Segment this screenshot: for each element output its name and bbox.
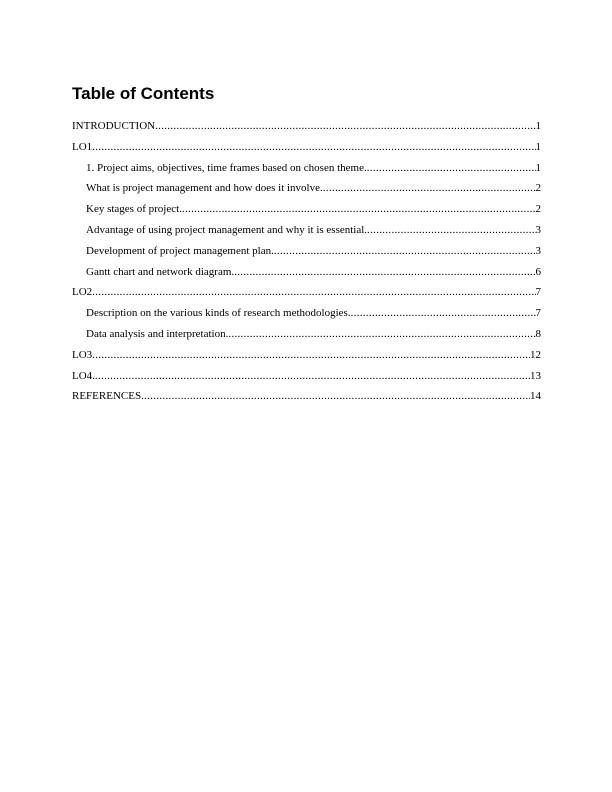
toc-entry-page: 13 (530, 369, 541, 382)
toc-leader-dots (234, 262, 535, 283)
toc-entry-development-plan[interactable] (72, 241, 541, 262)
toc-entry-page: 1 (535, 140, 541, 153)
toc-entry-lo4[interactable] (72, 366, 541, 387)
toc-entry-label: INTRODUCTION (72, 120, 156, 132)
toc-entry-page: 14 (530, 390, 541, 403)
toc-leader-dots (182, 199, 536, 220)
toc-leader-dots (92, 137, 535, 158)
toc-entry-label: What is project management and how does it involve. (86, 182, 323, 195)
toc-title: Table of Contents (72, 84, 215, 103)
toc-entry-page: 7 (535, 307, 541, 320)
toc-entry-project-aims[interactable] (72, 158, 541, 179)
toc-entry-research-methodologies[interactable] (72, 303, 541, 324)
toc-entry-label: Description on the various kinds of research methodologies. (86, 307, 351, 320)
toc-entry-label: LO4. (72, 369, 95, 382)
toc-entry-what-is-project-management[interactable] (72, 178, 541, 199)
toc-entry-page: 6 (535, 265, 541, 278)
toc-entry-page: 3 (535, 223, 541, 236)
toc-leader-dots (351, 303, 536, 324)
toc-entry-page: 12 (530, 348, 541, 361)
toc-entry-page: 7 (535, 286, 541, 299)
toc-entry-data-analysis[interactable] (72, 324, 541, 345)
toc-entry-label: 1. Project aims, objectives, time frames based on chosen theme. (86, 161, 367, 174)
toc-entry-page: 2 (535, 203, 541, 216)
toc-leader-dots (92, 282, 535, 303)
toc-leader-dots (367, 158, 536, 179)
toc-entry-label: REFERENCES (72, 390, 142, 403)
toc-entry-label: Data analysis and interpretation. (86, 327, 229, 340)
toc-entry-page: 1 (535, 120, 541, 132)
toc-leader-dots (155, 116, 535, 137)
toc-leader-dots (92, 345, 530, 366)
toc-entry-lo1[interactable] (72, 137, 541, 158)
toc-leader-dots (367, 220, 535, 241)
toc-entry-label: LO1 (72, 140, 93, 153)
toc-entry-introduction[interactable] (72, 116, 541, 137)
toc-entry-label: LO2 (72, 286, 93, 299)
toc-leader-dots (323, 178, 536, 199)
toc-entry-label: Key stages of project. (86, 203, 182, 216)
toc-entry-page: 2 (535, 182, 541, 195)
toc-entry-gantt-chart[interactable] (72, 262, 541, 283)
toc-entry-lo2[interactable] (72, 282, 541, 303)
toc-entry-key-stages[interactable] (72, 199, 541, 220)
toc-leader-dots (141, 386, 530, 407)
toc-entry-page: 8 (535, 327, 541, 340)
toc-leader-dots (274, 241, 536, 262)
toc-leader-dots (228, 324, 535, 345)
toc-entry-page: 3 (535, 244, 541, 257)
toc-entry-page: 1 (535, 161, 541, 174)
toc-entry-references[interactable] (72, 386, 541, 407)
toc-entry-label: Development of project management plan. (86, 244, 274, 257)
toc-entry-label: LO3 (72, 348, 93, 361)
toc-entry-lo3[interactable] (72, 345, 541, 366)
toc-leader-dots (95, 366, 530, 387)
toc-entry-label: Advantage of using project management and why it is essential. (86, 223, 368, 236)
toc-list (72, 116, 541, 407)
toc-entry-advantage[interactable] (72, 220, 541, 241)
toc-entry-label: Gantt chart and network diagram. (86, 265, 235, 278)
